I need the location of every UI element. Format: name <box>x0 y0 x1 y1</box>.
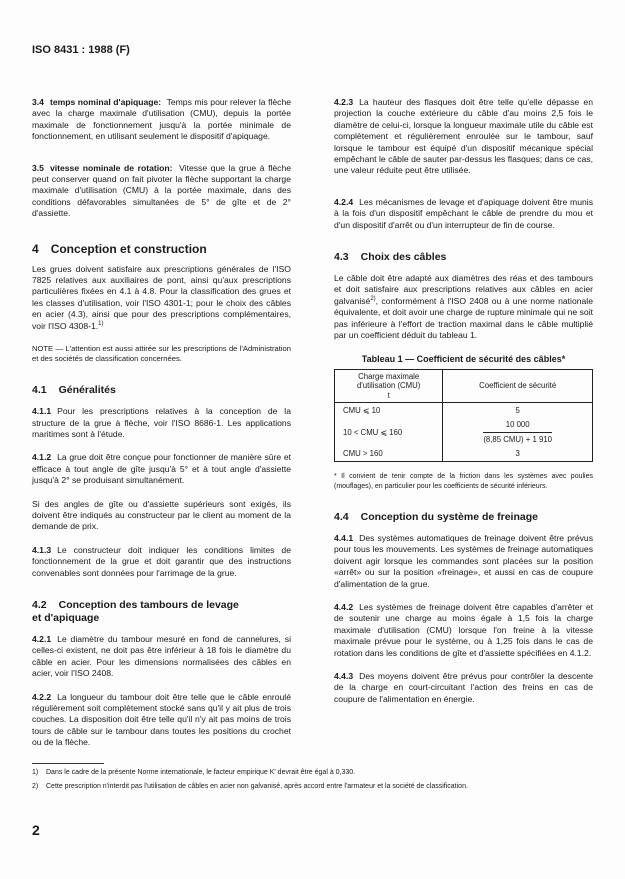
clause-3-4 <box>32 97 291 143</box>
coefficient-cell <box>443 418 593 447</box>
left-column <box>32 97 291 749</box>
footnote-text: Dans le cadre de la présente Norme internationale, le facteur empirique K' devrait être égal à 0,330. <box>46 768 356 776</box>
clause-4-1-2-continued: Si des angles de gîte ou d'assiette supérieurs sont exigés, ils doivent être indiqués au constructeur par le client au moment de la demande de prix. <box>32 498 291 532</box>
safety-coefficient-table <box>334 369 593 463</box>
clause-text: Pour les prescriptions relatives à la conception de la structure de la grue à flèche, voir l'ISO 8686-1. Les applications maritimes sont à l'étude. <box>32 406 291 439</box>
table-row <box>335 418 593 447</box>
clause-4-2-3 <box>334 97 593 177</box>
clause-number: 4.4.2 <box>334 602 354 613</box>
table-header-row <box>335 369 593 403</box>
footnote-number: 1) <box>32 768 39 776</box>
clause-text: Les mécanismes de levage et d'apiquage doivent être munis à la fois d'un dispositif empêchant le câble de prendre du mou et d'un dispositif d'arrêt ou d'un interrupteur de fin de course. <box>334 196 593 230</box>
heading-number: 4.3 <box>334 251 349 264</box>
term: temps nominal d'apiquage: <box>49 97 162 107</box>
heading-title: Généralités <box>58 384 116 397</box>
header-unit: t <box>387 390 390 400</box>
clause-number: 4.4.1 <box>334 533 354 543</box>
header-line: d'utilisation (CMU) <box>356 381 421 390</box>
paragraph-text-continued: , conformément à l'ISO 2408 ou à une norme nationale équivalente, et doit avoir une charge de rupture minimale qui ne soit pas inférieure à l'effort de traction maximal dans le câble multiplié par un coefficient déduit du tableau 1. <box>334 295 593 341</box>
clause-4-1-1 <box>32 406 291 440</box>
heading-title: Choix des câbles <box>360 251 447 264</box>
section-4-text <box>32 264 291 332</box>
footnote-divider <box>32 763 104 764</box>
formula-fraction <box>483 420 552 445</box>
clause-text: Le diamètre du tambour mesuré en fond de cannelures, si celles-ci existent, ne doit pas être inférieur à 18 fois le diamètre du câble en acier. Pour les dimensions normalisées des câbles en acier, voir l'ISO 2408. <box>32 633 291 679</box>
footnote-2 <box>32 782 593 792</box>
heading-title: Conception des tambours de levage <box>58 598 239 611</box>
heading-number: 4 <box>32 241 39 256</box>
footnote-ref[interactable]: 1) <box>98 320 104 327</box>
footnote-1 <box>32 768 593 778</box>
heading-title-line2: et d'apiquage <box>32 611 100 624</box>
header-line: Charge maximale <box>358 371 420 381</box>
clause-text: La grue doit être conçue pour fonctionner de manière sûre et efficace à tout angle de gîte jusqu'à 5° et à tout angle d'assiette jusqu'à 2° se produisant simultanément. <box>32 452 291 486</box>
clause-4-2-4 <box>334 197 593 231</box>
clause-text: Les systèmes de freinage doivent être capables d'arrêter et de soutenir une charge au moins égale à 1,5 fois la charge maximale d'utilisation (CMU) lorsque l'on freine à la vitesse maximale prévue pour le système, ou à 1,25 fois dans le cas de rotation dans les conditions de gîte et d'assiette spécifiées en 4.1.2. <box>334 602 593 658</box>
coefficient-cell: 3 <box>443 447 593 462</box>
section-4-2-heading <box>32 599 291 625</box>
table-row <box>335 447 593 462</box>
two-column-body <box>32 97 593 749</box>
clause-4-4-3 <box>334 671 593 705</box>
table-caption: Tableau 1 — Coefficient de sécurité des câbles* <box>361 353 566 364</box>
range-cell: CMU > 160 <box>335 447 443 462</box>
column-header-coefficient: Coefficient de sécurité <box>443 369 593 403</box>
clause-4-1-3 <box>32 545 291 579</box>
clause-text: Temps mis pour relever la flèche avec la charge maximale d'utilisation (CMU), depuis la portée maximale de fonctionnement jusqu'à la portée minimale de fonctionnement, en utilisant seulement le dispositif d'apiquage. <box>32 97 292 142</box>
section-4-heading <box>32 242 291 256</box>
clause-number: 4.1.3 <box>32 544 52 555</box>
page-number: 2 <box>32 821 40 838</box>
table-1 <box>334 354 593 492</box>
heading-title: Conception et construction <box>50 241 207 256</box>
clause-text: La hauteur des flasques doit être telle qu'elle dépasse en projection la couche extérieure du câble d'au moins 2,5 fois le diamètre de celui-ci, lorsque la longueur maximale utile du câble est complètement et régulièrement enroulée sur le tambour, sauf lorsque le tambour est équipé d'un dispositif mécanique spécial empêchant le câble de sauter par-dessus les flasques; dans ce cas, une valeur réduite peut être utilisée. <box>334 97 593 176</box>
section-4-3-heading <box>334 251 593 264</box>
heading-number: 4.2 <box>32 598 47 611</box>
clause-text: Vitesse que la grue à flèche peut conserver quand on fait pivoter la flèche supportant la charge maximale d'utilisation (CMU) à la portée maximale, dans des conditions défavorables simultanées de 5° de gîte et de 2° d'assiette. <box>32 162 291 219</box>
document-header: ISO 8431 : 1988 (F) <box>32 44 130 56</box>
clause-number: 4.2.3 <box>334 97 354 107</box>
table-footnote: * Il convient de tenir compte de la friction dans les systèmes avec poulies (mouflages), en particulier pour les coefficients de sécurité inférieurs. <box>334 473 593 490</box>
coefficient-cell: 5 <box>443 403 593 419</box>
heading-number: 4.4 <box>334 511 349 523</box>
clause-number: 4.2.2 <box>32 691 52 702</box>
clause-text: Des moyens doivent être prévus pour contrôler la descente de la charge en court-circuitant l'action des freins en cas de coupure de l'alimentation en énergie. <box>334 671 593 704</box>
clause-text: Des systèmes automatiques de freinage doivent être prévus pour tous les mouvements. Les systèmes de freinage automatiques doivent agir lorsque les commandes sont placées sur la position «arrêt» ou sur la position «freinage», et aussi en cas de coupure d'alimentation de la grue. <box>334 533 593 589</box>
numerator: 10 000 <box>483 420 552 433</box>
clause-number: 4.1.2 <box>32 452 52 463</box>
clause-number: 3.5 <box>32 162 44 173</box>
denominator: (8,85 CMU) + 1 910 <box>483 435 553 444</box>
heading-number: 4.1 <box>32 384 47 397</box>
clause-3-5 <box>32 163 291 220</box>
heading-title: Conception du système de freinage <box>360 511 538 523</box>
clause-number: 3.4 <box>32 97 44 107</box>
clause-4-4-2 <box>334 602 593 659</box>
range-cell: CMU ⩽ 10 <box>335 403 443 419</box>
section-4-1-heading <box>32 384 291 397</box>
right-column <box>334 97 593 705</box>
clause-number: 4.2.4 <box>334 196 354 207</box>
clause-4-2-2 <box>32 692 291 749</box>
clause-4-1-2 <box>32 452 291 486</box>
paragraph-text: Les grues doivent satisfaire aux prescriptions générales de l'ISO 7825 relatives aux auxiliaires de pont, ainsi qu'aux prescriptions particulières fixées en 4.1 à 4.8. Pour la classification des grues et les classes d'utilisation, voir l'ISO 4301-1; pour le choix des câbles en acier (4.3), ainsi que pour des prescriptions complémentaires, voir l'ISO 4308-1. <box>32 263 291 331</box>
clause-4-4-1 <box>334 533 593 590</box>
section-4-3-text <box>334 273 593 341</box>
footnote-ref[interactable]: 2) <box>370 296 376 303</box>
column-header-load <box>335 369 443 403</box>
footnote-number: 2) <box>32 782 39 790</box>
section-4-4-heading <box>334 511 593 524</box>
clause-number: 4.2.1 <box>32 633 52 644</box>
clause-4-2-1 <box>32 634 291 680</box>
clause-text: Le constructeur doit indiquer les conditions limites de fonctionnement de la grue et doit garantir que des instructions convenables sont données pour l'arrimage de la grue. <box>32 544 291 578</box>
clause-number: 4.4.3 <box>334 671 354 682</box>
clause-text: La longueur du tambour doit être telle que le câble enroulé régulièrement soit complètement stocké sans qu'il y ait plus de trois couches. La disposition doit être telle qu'il n'y ait pas moins de trois tours de câble sur le tambour dans toutes les positions du crochet ou de la flèche. <box>32 691 291 748</box>
paragraph-text: Le câble doit être adapté aux diamètres des réas et des tambours et doit satisfaire aux prescriptions relatives aux câbles en acier galvanisé <box>334 273 593 306</box>
clause-number: 4.1.1 <box>32 406 52 417</box>
footnote-text: Cette prescription n'interdit pas l'utilisation de câbles en acier non galvanisé, après accord entre l'armateur et la société de classification. <box>46 782 468 790</box>
note: NOTE — L'attention est aussi attirée sur les prescriptions de l'Administration et des sociétés de classification concernées. <box>32 344 291 364</box>
range-cell: 10 < CMU ⩽ 160 <box>335 418 443 447</box>
term: vitesse nominale de rotation: <box>49 162 173 173</box>
table-row <box>335 403 593 419</box>
